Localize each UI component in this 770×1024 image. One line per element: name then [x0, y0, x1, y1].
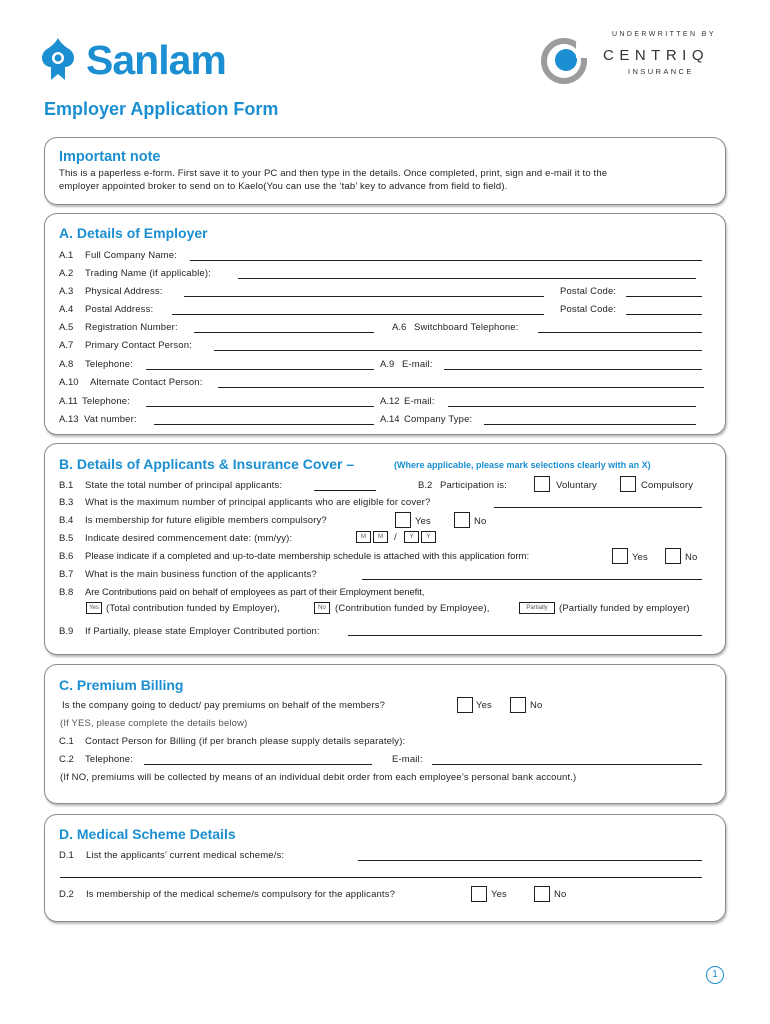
business-function-field[interactable]: [362, 579, 702, 580]
medical-scheme-field-1[interactable]: [358, 860, 702, 861]
a8-number: A.8: [59, 359, 74, 370]
a1-label: Full Company Name:: [85, 250, 177, 261]
b5-number: B.5: [59, 533, 74, 544]
b4-label: Is membership for future eligible members compulsory?: [85, 515, 327, 526]
year-digit-1-input[interactable]: Y: [404, 531, 419, 543]
b6-no-checkbox[interactable]: [665, 548, 681, 564]
a8-label: Telephone:: [85, 359, 133, 370]
a4-postal-label: Postal Code:: [560, 304, 617, 315]
a12-label: E-mail:: [404, 396, 435, 407]
a6-label: Switchboard Telephone:: [414, 322, 519, 333]
b3-label: What is the maximum number of principal applicants who are eligible for cover?: [85, 497, 431, 508]
a13-label: Vat number:: [84, 414, 137, 425]
d2-no-label: No: [554, 889, 567, 900]
a1-number: A.1: [59, 250, 74, 261]
a2-number: A.2: [59, 268, 74, 279]
a11-number: A.11: [59, 396, 78, 407]
postal-address-field[interactable]: [172, 314, 544, 315]
telephone-field[interactable]: [146, 369, 374, 370]
b8-partially-text: (Partially funded by employer): [559, 603, 690, 614]
a6-number: A.6: [392, 322, 407, 333]
a9-number: A.9: [380, 359, 395, 370]
d2-yes-checkbox[interactable]: [471, 886, 487, 902]
c-yes-checkbox[interactable]: [457, 697, 473, 713]
max-applicants-field[interactable]: [494, 507, 702, 508]
b4-no-checkbox[interactable]: [454, 512, 470, 528]
c-no-label: No: [530, 700, 543, 711]
physical-postal-code-field[interactable]: [626, 296, 702, 297]
c-if-yes-note: (If YES, please complete the details below): [60, 718, 248, 729]
vat-number-field[interactable]: [154, 424, 374, 425]
a7-number: A.7: [59, 340, 74, 351]
partner-name: CENTRIQ: [603, 47, 709, 64]
alternate-email-field[interactable]: [448, 406, 696, 407]
b8-yes-checkbox[interactable]: Yes: [86, 602, 102, 614]
month-digit-1-input[interactable]: M: [356, 531, 371, 543]
c1-label: Contact Person for Billing (if per branch please supply details separately):: [85, 736, 406, 747]
section-a-title: A. Details of Employer: [59, 225, 208, 241]
a13-number: A.13: [59, 414, 79, 425]
b6-yes-checkbox[interactable]: [612, 548, 628, 564]
a4-label: Postal Address:: [85, 304, 154, 315]
important-note-title: Important note: [59, 149, 161, 165]
b9-label: If Partially, please state Employer Contributed portion:: [85, 626, 320, 637]
underwritten-by-label: UNDERWRITTEN BY: [612, 31, 716, 38]
physical-address-field[interactable]: [184, 296, 544, 297]
centriq-logo-icon: [540, 38, 592, 84]
a2-label: Trading Name (if applicable):: [85, 268, 211, 279]
b8-label: Are Contributions paid on behalf of employees as part of their Employment benefit,: [85, 587, 425, 598]
a3-postal-label: Postal Code:: [560, 286, 617, 297]
sanlam-logo-icon: [36, 36, 80, 82]
b4-yes-label: Yes: [415, 516, 431, 527]
c2-email-label: E-mail:: [392, 754, 423, 765]
b1-label: State the total number of principal applicants:: [85, 480, 283, 491]
b4-number: B.4: [59, 515, 74, 526]
d1-number: D.1: [59, 850, 74, 861]
b8-yes-text: (Total contribution funded by Employer),: [106, 603, 280, 614]
compulsory-label: Compulsory: [641, 480, 694, 491]
b8-number: B.8: [59, 587, 74, 598]
section-b-title-note: (Where applicable, please mark selections clearly with an X): [394, 460, 651, 470]
a14-label: Company Type:: [404, 414, 473, 425]
c2-label: Telephone:: [85, 754, 133, 765]
a5-number: A.5: [59, 322, 74, 333]
alternate-telephone-field[interactable]: [146, 406, 374, 407]
total-applicants-field[interactable]: [314, 490, 376, 491]
billing-telephone-field[interactable]: [144, 764, 372, 765]
a14-number: A.14: [380, 414, 400, 425]
brand-name: Sanlam: [86, 37, 226, 83]
a3-number: A.3: [59, 286, 74, 297]
year-digit-2-input[interactable]: Y: [421, 531, 436, 543]
registration-number-field[interactable]: [194, 332, 374, 333]
d1-label: List the applicants’ current medical scheme/s:: [86, 850, 285, 861]
c-question: Is the company going to deduct/ pay premiums on behalf of the members?: [62, 700, 386, 711]
trading-name-field[interactable]: [238, 278, 696, 279]
compulsory-checkbox[interactable]: [620, 476, 636, 492]
section-c-title: C. Premium Billing: [59, 677, 184, 693]
b8-no-checkbox[interactable]: No: [314, 602, 330, 614]
month-digit-2-input[interactable]: M: [373, 531, 388, 543]
email-field[interactable]: [444, 369, 702, 370]
a12-number: A.12: [380, 396, 400, 407]
full-company-name-field[interactable]: [190, 260, 702, 261]
b6-yes-label: Yes: [632, 552, 648, 563]
a7-label: Primary Contact Person:: [85, 340, 192, 351]
d2-number: D.2: [59, 889, 74, 900]
important-note-text-2: employer appointed broker to send on to Kaelo(You can use the ‘tab’ key to advance from field to field).: [59, 181, 508, 192]
a10-number: A.10: [59, 377, 79, 388]
d2-no-checkbox[interactable]: [534, 886, 550, 902]
important-note-text-1: This is a paperless e-form. First save it to your PC and then type in the details. Once completed, print, sign and e-mail it to the: [59, 168, 608, 179]
date-slash: /: [394, 532, 397, 543]
billing-email-field[interactable]: [432, 764, 702, 765]
d2-label: Is membership of the medical scheme/s compulsory for the applicants?: [86, 889, 396, 900]
b8-partially-checkbox[interactable]: Partially: [519, 602, 555, 614]
voluntary-checkbox[interactable]: [534, 476, 550, 492]
postal-postal-code-field[interactable]: [626, 314, 702, 315]
b2-number: B.2: [418, 480, 433, 491]
b2-label: Participation is:: [440, 480, 507, 491]
b8-no-text: (Contribution funded by Employee),: [335, 603, 490, 614]
a9-label: E-mail:: [402, 359, 433, 370]
a11-label: Telephone:: [82, 396, 130, 407]
b1-number: B.1: [59, 480, 74, 491]
voluntary-label: Voluntary: [556, 480, 597, 491]
d2-yes-label: Yes: [491, 889, 507, 900]
page-number: 1: [706, 966, 724, 984]
a3-label: Physical Address:: [85, 286, 163, 297]
c-yes-label: Yes: [476, 700, 492, 711]
employer-portion-field[interactable]: [348, 635, 702, 636]
c1-number: C.1: [59, 736, 74, 747]
b4-no-label: No: [474, 516, 487, 527]
a10-label: Alternate Contact Person:: [90, 377, 203, 388]
c2-number: C.2: [59, 754, 74, 765]
b7-label: What is the main business function of the applicants?: [85, 569, 317, 580]
b6-label: Please indicate if a completed and up-to-date membership schedule is attached with this application form:: [85, 551, 530, 562]
b6-number: B.6: [59, 551, 74, 562]
b3-number: B.3: [59, 497, 74, 508]
form-title: Employer Application Form: [44, 99, 279, 119]
b4-yes-checkbox[interactable]: [395, 512, 411, 528]
section-d-title: D. Medical Scheme Details: [59, 826, 236, 842]
b9-number: B.9: [59, 626, 74, 637]
company-type-field[interactable]: [484, 424, 696, 425]
c-no-checkbox[interactable]: [510, 697, 526, 713]
section-b-title: B. Details of Applicants & Insurance Cover –: [59, 456, 355, 472]
primary-contact-field[interactable]: [214, 350, 702, 351]
a4-number: A.4: [59, 304, 74, 315]
c-if-no-note: (If NO, premiums will be collected by means of an individual debit order from each employee’s personal bank account.): [60, 772, 577, 783]
b5-label: Indicate desired commencement date: (mm/yy):: [85, 533, 293, 544]
partner-sub: INSURANCE: [628, 67, 694, 76]
b7-number: B.7: [59, 569, 74, 580]
alternate-contact-field[interactable]: [218, 387, 704, 388]
a5-label: Registration Number:: [85, 322, 178, 333]
switchboard-telephone-field[interactable]: [538, 332, 702, 333]
medical-scheme-field-2[interactable]: [60, 877, 702, 878]
b6-no-label: No: [685, 552, 698, 563]
